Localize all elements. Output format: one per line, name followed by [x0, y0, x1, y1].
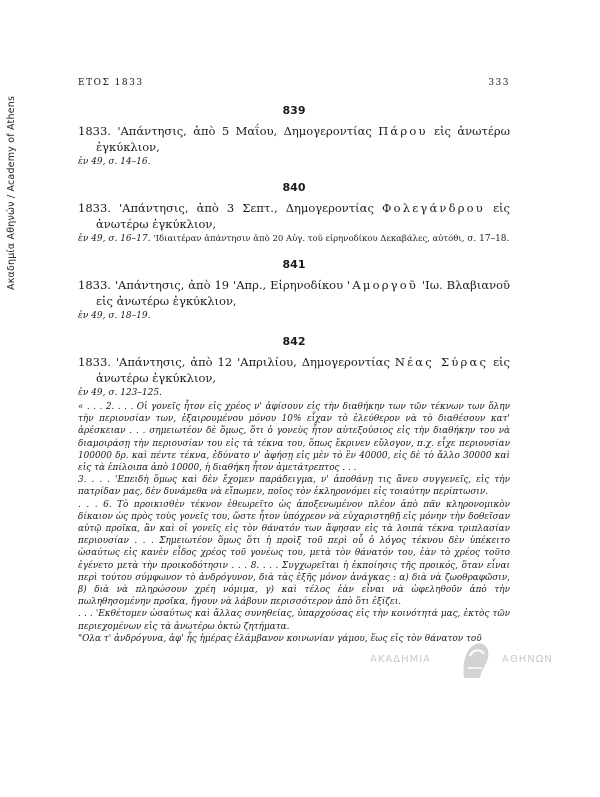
- entry-heading: 1833. 'Απάντησις, ἀπὸ 12 'Απριλίου, Δημογεροντίας Νέας Σύρας εἰς ἀνωτέρω ἐγκύκλιον,: [78, 355, 510, 385]
- entry-heading: 1833. 'Απάντησις, ἀπὸ 19 'Απρ., Εἰρηνοδίκου 'Αμοργοῦ 'Ιω. Βλαβιανοῦ εἰς ἀνωτέρω ἐγκύκλιον,: [78, 278, 510, 308]
- entry-number: 841: [282, 258, 306, 271]
- entry-number: 842: [282, 335, 306, 348]
- page-number: 333: [488, 78, 510, 88]
- place-name: Φολεγάνδρου: [381, 201, 485, 215]
- quote-paragraph: . . . 'Εκθέτομεν ὡσαύτως καὶ ἄλλας συνηθείας, ὑπαρχούσας εἰς τὴν κοινότητά μας, ἐκτὸς τῶν περιεχομένων εἰς τὰ ἀνωτέρω ὀκτὼ ζητήματα.: [78, 609, 510, 632]
- place-name: Νέας Σύρας: [394, 355, 489, 369]
- quoted-text: [78, 401, 510, 645]
- quote-paragraph: « . . . 2. . . . Οἱ γονεῖς ἦτον εἰς χρέος ν' ἀφίσουν εἰς τὴν διαθήκην των τῶν τέκνων των ὅλην τὴν περιουσίαν των, ἐξαιρουμένου μόνου 10% εἶχαν τὸ ἐλεύθερον νὰ τὸ διαθέσουν κατ' ἀρέσκειαν . . . σημειωτέον δὲ ὅμως, ὅτι ὁ γονεὺς ἦτον αὐτεξούσιος εἰς τὴν διαθήκην του νὰ διαμοιράσῃ τὴν περιουσίαν του εἰς τὰ τέκνα του, ὅπως ἔκρινεν εὔλογον, π.χ. εἶχε περιουσίαν 100000 δρ. καὶ πέντε τέκνα, ἐδύνατο ν' ἀφήσῃ εἰς μὲν τὸ ἓν 40000, εἰς δὲ τὸ ἄλλο 30000 καὶ εἰς τὰ ἐπίλοιπα ἀπὸ 10000, ἡ διαθήκη ἦτον ἀμετάτρεπτος . . .: [78, 402, 510, 474]
- running-head: [78, 78, 510, 96]
- entry-reference: ἐν 49, σ. 123–125.: [78, 388, 162, 398]
- running-head-year: ΕΤΟΣ 1833: [78, 78, 144, 88]
- entry-note: 'Ιδιαιτέραν ἀπάντησιν ἀπὸ 20 Αὐγ. τοῦ εἰρηνοδίκου Δεκαβάλες, αὐτόθι,: [153, 234, 465, 244]
- entry-reference: ἐν 49, σ. 14–16.: [78, 157, 151, 167]
- entry-number: 840: [282, 181, 306, 194]
- watermark-text-right: ΑΘΗΝΩΝ: [502, 654, 553, 665]
- helmet-emblem-icon: [458, 638, 492, 682]
- entry-number: 839: [282, 104, 306, 117]
- quote-paragraph: "Ολα τ' ἀνδρόγυνα, ἀφ' ἧς ἡμέρας ἐλάμβανον κοινωνίαν γάμου, ἕως εἰς τὸν θάνατον τοῦ: [78, 633, 482, 644]
- entry-heading: 1833. 'Απάντησις, ἀπὸ 5 Μαΐου, Δημογεροντίας Πάρου εἰς ἀνωτέρω ἐγκύκλιον,: [78, 124, 510, 154]
- entry-note-tail: σ. 17–18.: [467, 234, 510, 244]
- academy-watermark-logo: [370, 632, 570, 692]
- entry-reference: ἐν 49, σ. 16–17. 'Ιδιαιτέραν ἀπάντησιν ἀπὸ 20 Αὐγ. τοῦ εἰρηνοδίκου Δεκαβάλες, αὐτόθι, σ. 17–18.: [78, 234, 510, 244]
- watermark-text-left: ΑΚΑΔΗΜΙΑ: [370, 654, 432, 665]
- quote-paragraph: . . . 6. Τὸ προικισθὲν τέκνον ἐθεωρεῖτο ὡς ἀποξενωμένον πλέον ἀπὸ πᾶν κληρονομικὸν δίκαιον ὡς πρὸς τοὺς γονεῖς του, ὥστε ἦτον ὑπόχρεον νὰ εὐχαριστηθῇ εἰς μόνην τὴν δοθεῖσαν αὐτῷ προῖκα, ἂν καὶ οἱ γονεῖς εἰς τὸν θάνατόν των ἄφησαν εἰς τὰ λοιπὰ τέκνα τριπλασίαν περιουσίαν . . . Σημειωτέον ὅμως ὅτι ἡ προὶξ τοῦ περὶ οὗ ὁ λόγος τέκνου δὲν ὑπέκειτο ὡσαύτως εἰς κανὲν εἶδος χρέος τοῦ γονέως του, μετὰ τὸν θάνατόν του, ἐὰν τὸ χρέος τοῦτο ἐγένετο μετὰ τὴν προικοδότησιν . . . 8. . . . Συγχωρεῖται ἡ ἐκποίησις τῆς προικός, ὅταν εἶναι περὶ τούτου σύμφωνον τὸ ἀνδρόγυνον, διὰ τὰς ἑξῆς μόνον ἀνάγκας : α) διὰ νὰ ζωοθραφῶσιν, β) διὰ νὰ πληρώσουν χρέη νόμιμα, γ) καὶ τέλος ἐὰν εἶναι νὰ ὠφεληθοῦν ἀπὸ τὴν πωληθησομένην προῖκα, ἤγουν νὰ λάβουν περισσότερον ἀπὸ ὅτι ἐξίζει.: [78, 499, 510, 608]
- quote-paragraph: 3. . . . 'Επειδὴ ὅμως καὶ δὲν ἔχομεν παράδειγμα, ν' ἀποθάνῃ τις ἄνευ συγγενεῖς, εἰς τὴν πατρίδαν μας, δὲν δυνάμεθα νὰ εἴπωμεν, ποῖος τὸν ἐκληρονόμει εἰς τοιαύτην περίπτωσιν.: [78, 475, 510, 498]
- archive-side-label: Ακαδημία Αθηνών / Academy of Athens: [6, 95, 17, 290]
- entry-reference: ἐν 49, σ. 18–19.: [78, 311, 151, 321]
- entry-heading: 1833. 'Απάντησις, ἀπὸ 3 Σεπτ., Δημογεροντίας Φολεγάνδρου εἰς ἀνωτέρω ἐγκύκλιον,: [78, 201, 510, 231]
- place-name: 'Αμοργοῦ: [347, 278, 419, 292]
- place-name: Πάρου: [378, 124, 428, 138]
